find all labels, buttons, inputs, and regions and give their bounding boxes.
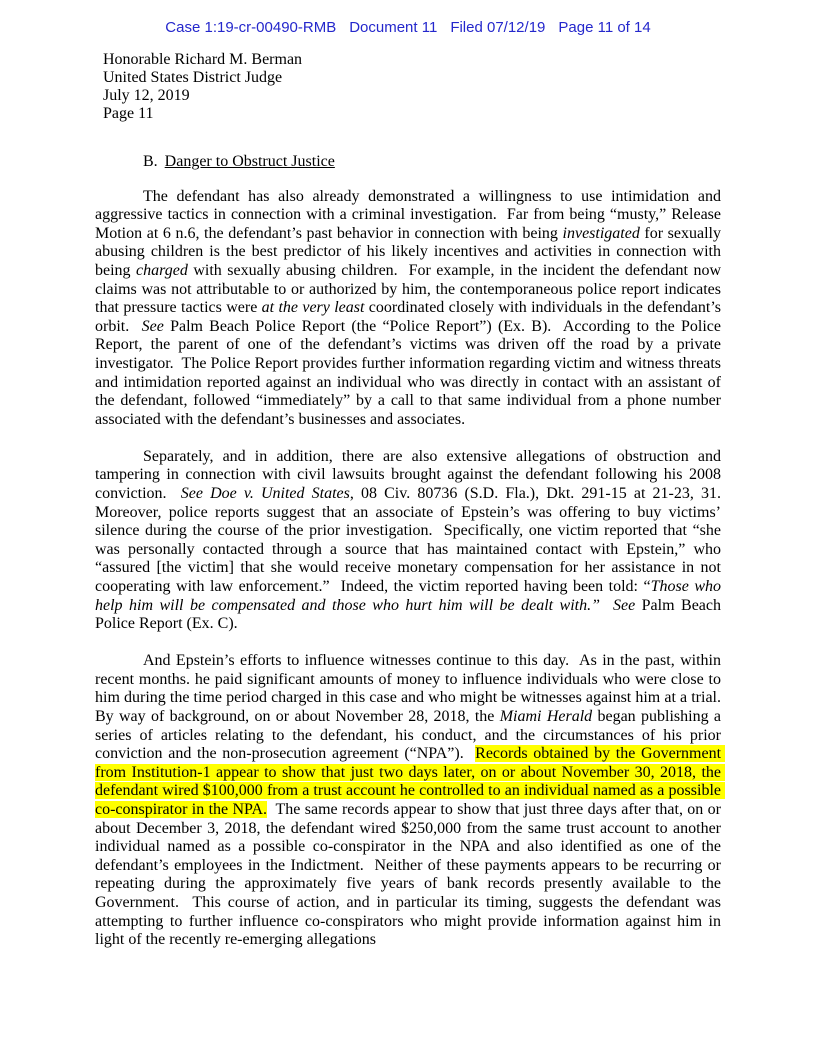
document-number: Document 11 (349, 19, 438, 36)
section-title: Danger to Obstruct Justice (164, 152, 335, 170)
italic-text: See (612, 596, 636, 614)
body-text: The same records appear to show that just three days after that, on or about December 3, 2018, the defendant wired $250,000 from the same trust account to another individual named as a possible co-conspirator in the NPA and also identified as one of the defendant’s employees in the Indictment. Neither of these payments appears to be recurring or repeating during the approximately five years of bank records presently available to the Government. This course of action, and in particular its timing, suggests the defendant was attempting to further influence co-conspirators who might provide information against him in light of the recently re-emerging allegations (95, 801, 725, 949)
body-text: coordinated closely with individuals in the defendant’s orbit. (95, 299, 726, 335)
section-label: B. (143, 152, 158, 170)
address-line-page: Page 11 (103, 105, 154, 123)
body-text: Palm Beach Police Report (Ex. C). (95, 596, 726, 633)
case-number: Case 1:19-cr-00490-RMB (165, 19, 337, 36)
italic-text: charged (136, 262, 188, 279)
body-text: Palm Beach Police Report (the “Police Report”) (Ex. B). According to the Police Report, the parent of one of the defendant’s victims was driven off the road by a private investigator. The Police Report provides further information regarding victim and witness threats and intimidation reported against an individual who was directly in contact with an assistant of the defendant, followed “immediately” by a call to that same individual from a phone number associated with the defendant’s businesses and associates. (95, 317, 725, 428)
section-heading (95, 153, 721, 171)
body-text: , 08 Civ. 80736 (S.D. Fla.), Dkt. 291-15 at 21-23, 31. Moreover, police reports suggest that an associate of Epstein’s was offering to buy victims’ silence during the course of the prior investigation. Specifically, one victim reported that “she was personally contacted through a source that has maintained contact with Epstein,” who “assured [the victim] that she would receive monetary compensation for her assistance in not cooperating with law enforcement.” Indeed, the victim reported having been told: “ (95, 485, 729, 595)
italic-text: See Doe v. United States (180, 485, 350, 503)
italic-text: See (141, 317, 164, 335)
paragraph (95, 187, 726, 430)
body-text (600, 597, 613, 614)
address-block (103, 51, 721, 124)
filed-date: Filed 07/12/19 (450, 19, 546, 36)
document-body (95, 187, 729, 950)
highlighted-text: Records obtained by the Government from Institution-1 appear to show that just two days later, on or about November 30, 2018, the defendant wired $100,000 from a trust account he controlled to an individual named as a possible co-conspirator in the NPA. (95, 745, 726, 819)
case-stamp-header (0, 19, 816, 36)
italic-text: Miami Herald (499, 708, 593, 726)
body-text: began publishing a series of articles relating to the defendant, his conduct, and the circumstances of his prior conviction and the non-prosecution agreement (“NPA”). (95, 708, 725, 763)
address-line-title: United States District Judge (103, 69, 283, 87)
body-text: with sexually abusing children. For example, in the incident the defendant now claims was not attributable to or authorized by him, the contemporaneous police report indicates that pressure tactics were (95, 262, 726, 317)
body-text: And Epstein’s efforts to influence witnesses continue to this day. As in the past, within recent months. he paid significant amounts of money to influence individuals who were close to him during the time period charged in this case and who might be witnesses against him at a trial. By way of background, on or about November 28, 2018, the (95, 652, 729, 726)
body-text: for sexually abusing children is the best predictor of his likely incentives and activities in connection with being (95, 224, 725, 279)
italic-text: Those who help him will be compensated and those who hurt him will be dealt with.” (95, 578, 725, 614)
italic-text: at the very least (261, 299, 365, 317)
address-line-recipient: Honorable Richard M. Berman (103, 51, 303, 68)
page-indicator: Page 11 of 14 (558, 19, 651, 36)
body-text: Separately, and in addition, there are also extensive allegations of obstruction and tampering in connection with civil lawsuits brought against the defendant following his 2008 conviction. (95, 447, 725, 503)
body-text: The defendant has also already demonstrated a willingness to use intimidation and aggressive tactics in connection with a criminal investigation. Far from being “musty,” Release Motion at 6 n.6, the defendant’s past behavior in connection with being (95, 187, 725, 242)
paragraph (95, 652, 729, 950)
paragraph (95, 447, 729, 634)
address-line-date: July 12, 2019 (103, 87, 190, 105)
italic-text: investigated (562, 224, 640, 242)
